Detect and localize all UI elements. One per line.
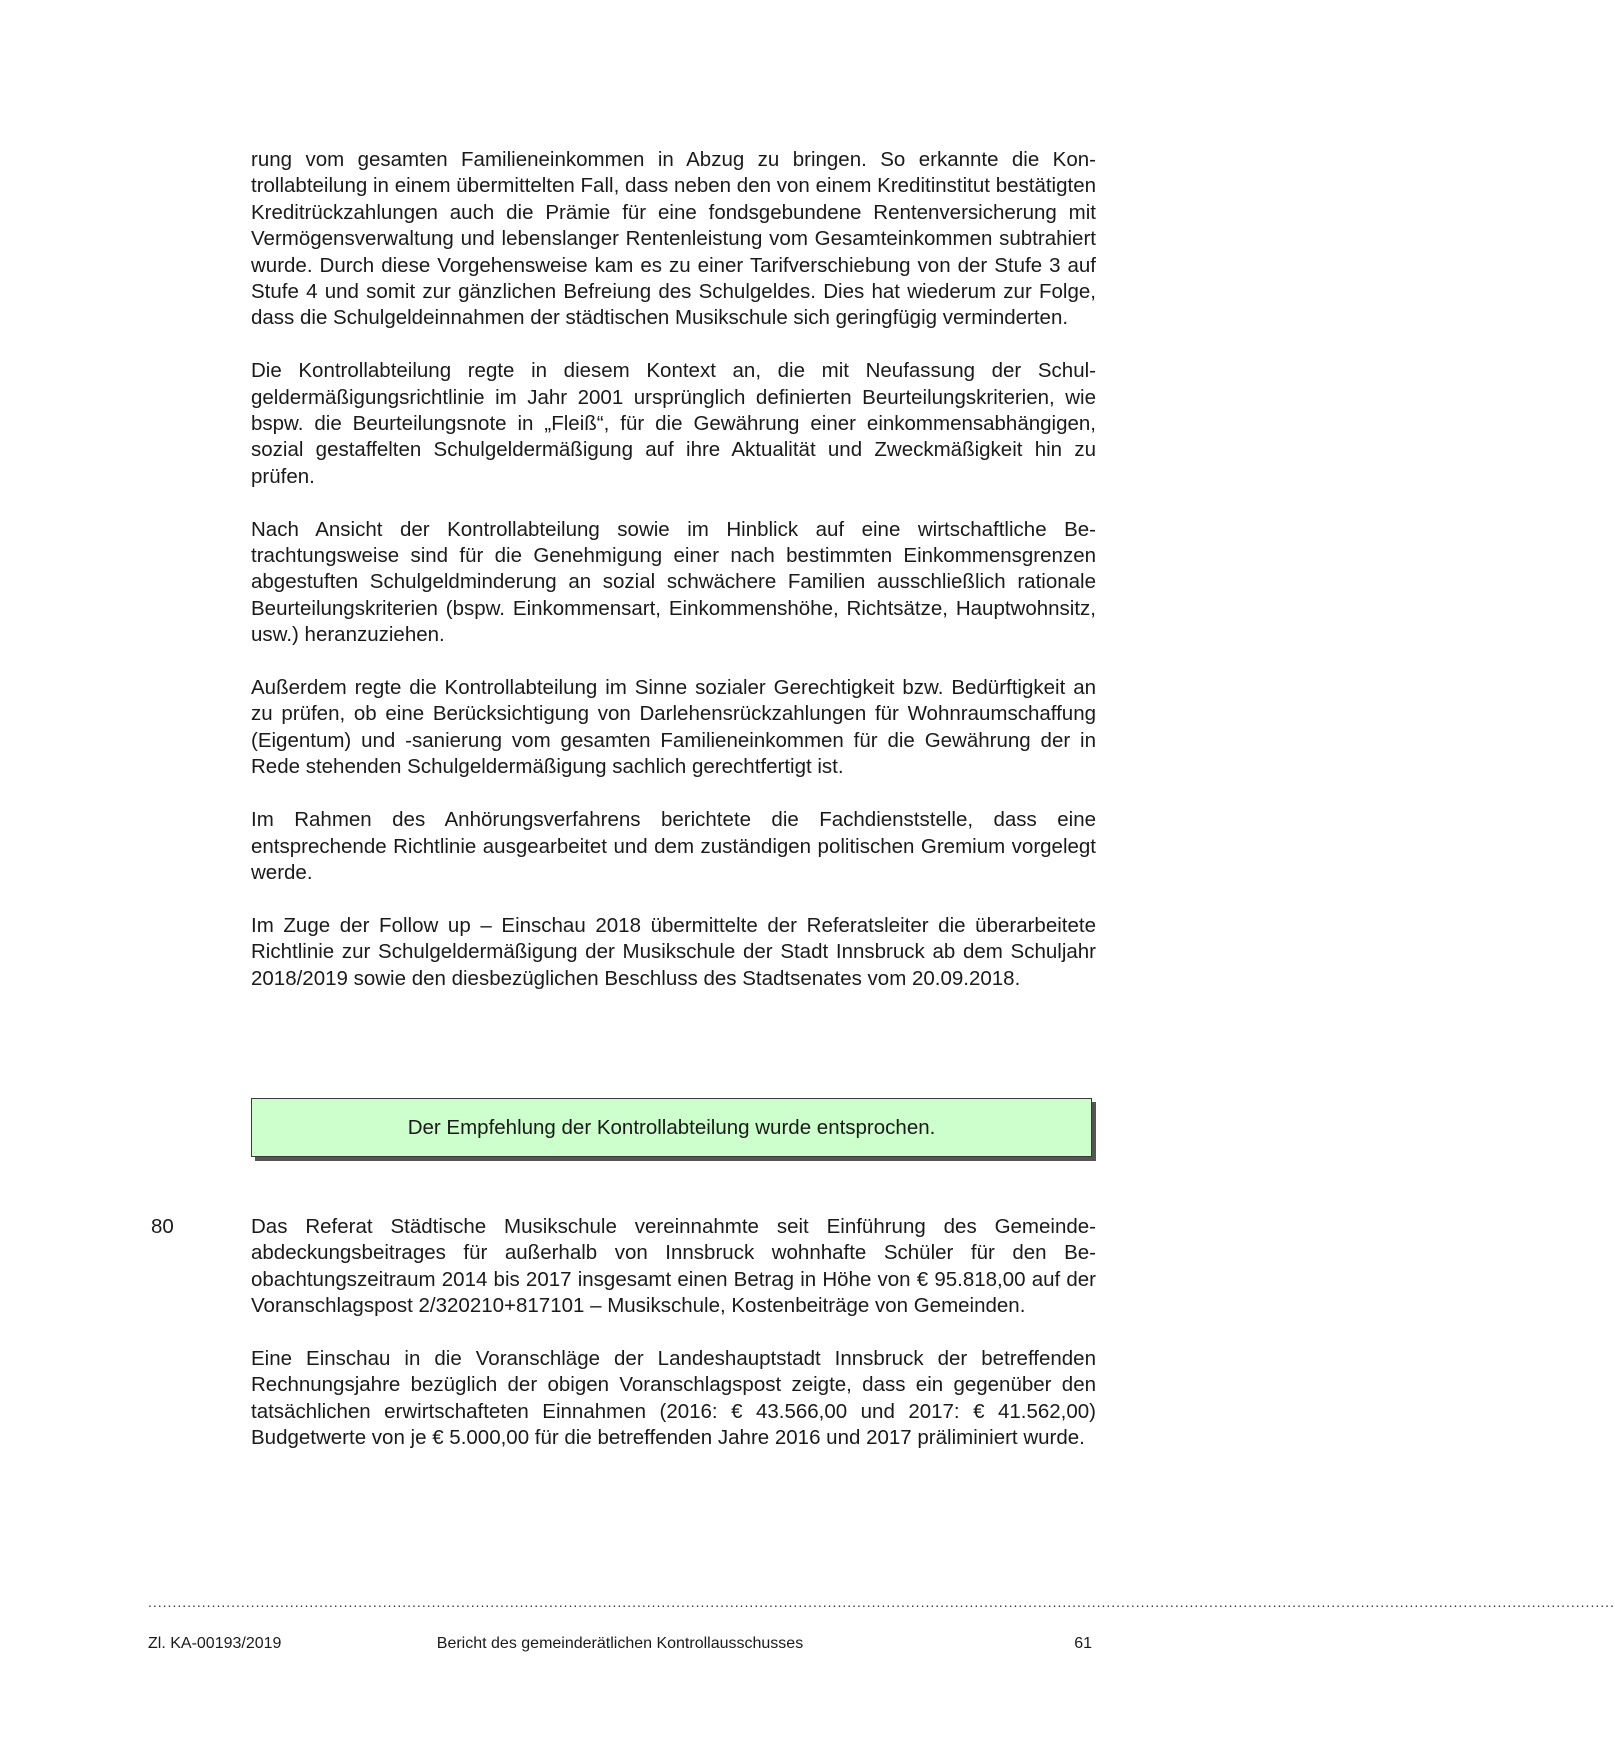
paragraph: Die Kontrollabteilung regte in diesem Kontext an, die mit Neufassung der Schulgeldermäßigungsrichtlinie im Jahr 2001 ursprünglich definierten Beurteilungskriterien, wie bspw. die Beurteilungsnote in „Fleiß“, für die Gewährung einer einkommensabhängigen, sozial gestaffelten Schulgeldermäßigung auf ihre Aktualität und Zweckmäßigkeit hin zu prüfen. xyxy=(251,359,1096,488)
paragraph: Im Zuge der Follow up – Einschau 2018 übermittelte der Referatsleiter die überarbeitete Richtlinie zur Schulgeldermäßigung der Musikschule der Stadt Innsbruck ab dem Schuljahr 2018/2019 sowie den diesbezüglichen Beschluss des Stadtsenates vom 20.09.2018. xyxy=(251,913,1096,990)
paragraph: rung vom gesamten Familieneinkommen in Abzug zu bringen. So erkannte die Kontrollabteilung in einem übermittelten Fall, dass neben den von einem Kreditinstitut bestätigten Kreditrückzahlungen auch die Prämie für eine fondsgebundene Rentenversicherung mit Vermögensverwaltung und lebenslanger Rentenleistung vom Gesamteinkommen subtrahiert wurde. Durch diese Vorgehensweise kam es zu einer Tarifverschiebung von der Stufe 3 auf Stufe 4 und somit zur gänzlichen Befreiung des Schulgeldes. Dies hat wiederum zur Folge, dass die Schulgeldeinnahmen der städtischen Musikschule sich geringfügig verminderten. xyxy=(251,148,1096,330)
main-text xyxy=(251,147,1096,1018)
footer-page-number: 61 xyxy=(1074,1635,1092,1652)
recommendation-result-text: Der Empfehlung der Kontrollabteilung wurde entsprochen. xyxy=(407,1115,936,1139)
recommendation-result-box xyxy=(251,1098,1092,1157)
paragraph: Eine Einschau in die Voranschläge der Landeshauptstadt Innsbruck der betreffenden Rechnungsjahre bezüglich der obigen Voranschlagspost zeigte, dass ein gegenüber den tatsächlichen erwirtschafteten Einnahmen (2016: € 43.566,00 und 2017: € 41.562,00) Budgetwerte von je € 5.000,00 für die betreffenden Jahre 2016 und 2017 präliminiert wurde. xyxy=(251,1347,1096,1450)
page-footer xyxy=(148,1634,1092,1654)
paragraph: Das Referat Städtische Musikschule vereinnahmte seit Einführung des Gemeindeabdeckungsbeitrages für außerhalb von Innsbruck wohnhafte Schüler für den Beobachtungszeitraum 2014 bis 2017 insgesamt einen Betrag in Höhe von € 95.818,00 auf der Voranschlagspost 2/320210+817101 – Musikschule, Kostenbeiträge von Gemeinden. xyxy=(251,1215,1096,1318)
footer-dotted-rule: ............................................................................................................................................................................................................................................................................................................ xyxy=(148,1594,1615,1610)
footer-title: Bericht des gemeinderätlichen Kontrollausschusses xyxy=(436,1635,804,1652)
paragraph: Nach Ansicht der Kontrollabteilung sowie im Hinblick auf eine wirtschaftliche Betrachtungsweise sind für die Genehmigung einer nach bestimmten Einkommensgrenzen abgestuften Schulgeldminderung an sozial schwächere Familien ausschließlich rationale Beurteilungskriterien (bspw. Einkommensart, Einkommenshöhe, Richtsätze, Hauptwohnsitz, usw.) heranzuziehen. xyxy=(251,517,1096,647)
item-text xyxy=(251,1214,1096,1478)
paragraph: Außerdem regte die Kontrollabteilung im Sinne sozialer Gerechtigkeit bzw. Bedürftigkeit an zu prüfen, ob eine Berücksichtigung von Darlehensrückzahlungen für Wohnraumschaffung (Eigentum) und -sanierung vom gesamten Familieneinkommen für die Gewährung der in Rede stehenden Schulgeldermäßigung sachlich gerechtfertigt ist. xyxy=(251,676,1096,779)
paragraph: Im Rahmen des Anhörungsverfahrens berichtete die Fachdienststelle, dass eine entsprechende Richtlinie ausgearbeitet und dem zuständigen politischen Gremium vorgelegt werde. xyxy=(251,808,1096,884)
footer-reference: Zl. KA-00193/2019 xyxy=(148,1635,282,1652)
item-number: 80 xyxy=(151,1215,174,1238)
